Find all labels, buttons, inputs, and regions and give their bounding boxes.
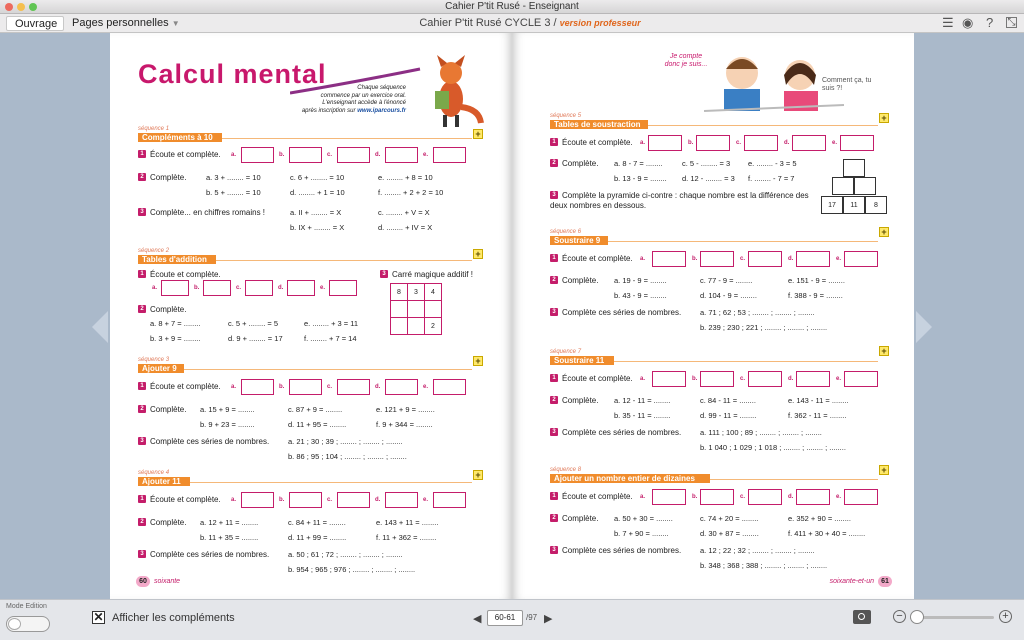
exercise-item: b. 3 + 9 = ........ (150, 334, 201, 343)
exercise-instruction: Complète. (150, 173, 187, 182)
window-titlebar (0, 0, 1024, 14)
exercise-item: a. 50 + 30 = ........ (614, 514, 673, 523)
box-letter: e. (423, 497, 429, 503)
answer-box[interactable] (700, 251, 734, 267)
answer-box[interactable] (337, 492, 370, 508)
exercise-item: f. 11 + 362 = ........ (376, 533, 437, 542)
add-complement-icon[interactable]: + (473, 129, 483, 139)
answer-box[interactable] (385, 492, 418, 508)
box-letter: a. (640, 256, 646, 262)
zoom-out-icon[interactable]: − (893, 610, 906, 623)
exercise-item: b. 43 - 9 = ........ (614, 291, 667, 300)
answer-box[interactable] (433, 147, 466, 163)
box-letter: a. (231, 152, 237, 158)
answer-box[interactable] (796, 489, 830, 505)
exercise-item: b. 239 ; 230 ; 221 ; ........ ; ........ ; ........ (700, 323, 828, 332)
section-title: Soustraire 11 (550, 356, 614, 365)
answer-box[interactable] (696, 135, 730, 151)
exercise-instruction: Complète... en chiffres romains ! (150, 208, 266, 217)
pyramid-base-cell[interactable]: 8 (865, 196, 887, 214)
exercise-item: d. 11 + 99 = ........ (288, 533, 347, 542)
exercise-number-2: 2 (138, 405, 146, 413)
answer-box[interactable] (840, 135, 874, 151)
page-number-word: soixante (154, 578, 181, 585)
sequence-label: séquence 2 (138, 248, 170, 254)
box-letter: d. (375, 152, 381, 158)
answer-box[interactable] (289, 147, 322, 163)
box-letter: b. (279, 384, 285, 390)
exercise-item: c. 5 + ........ = 5 (228, 319, 279, 328)
exercise-item: a. 15 + 9 = ........ (200, 405, 255, 414)
box-letter: e. (836, 256, 842, 262)
answer-box[interactable] (433, 379, 466, 395)
exercise-item: e. 151 - 9 = ........ (788, 276, 845, 285)
speech-bubble-2: Comment ça, tu suis ?! (822, 77, 872, 92)
exercise-item: e. 143 + 11 = ........ (376, 518, 439, 527)
exercise-instruction: Complète la pyramide ci-contre : chaque nombre est la différence des deux nombres en dessous. (550, 191, 809, 210)
sequence-label: séquence 5 (550, 113, 582, 119)
sequence-label: séquence 6 (550, 229, 582, 235)
answer-box[interactable] (433, 492, 466, 508)
page-number: 60 (136, 576, 150, 587)
exercise-number-2: 2 (138, 173, 146, 181)
intro-text (260, 85, 406, 115)
next-page-arrow-icon[interactable] (916, 311, 932, 343)
left-page (110, 33, 512, 599)
exercise-number-3: 3 (550, 308, 558, 316)
grid-cell[interactable]: 4 (425, 284, 442, 301)
section-title: Tables de soustraction (550, 120, 648, 129)
grid-cell[interactable]: 8 (391, 284, 408, 301)
answer-box[interactable] (652, 371, 686, 387)
exercise-item: e. 352 + 90 = ........ (788, 514, 851, 523)
exercise-item: f. 362 - 11 = ........ (788, 411, 847, 420)
right-page (512, 33, 914, 599)
exercise-item: d. 30 + 87 = ........ (700, 529, 759, 538)
exercise-item: c. 6 + ........ = 10 (290, 173, 345, 182)
answer-box[interactable] (329, 280, 357, 296)
exercise-item: b. 1 040 ; 1 029 ; 1 018 ; ........ ; ........ ; ........ (700, 443, 846, 452)
exercise-number-2: 2 (550, 159, 558, 167)
exercise-instruction: Complète ces séries de nombres. (562, 308, 682, 317)
previous-page-icon[interactable]: ◀ (473, 613, 482, 625)
answer-box[interactable] (337, 379, 370, 395)
box-letter: a. (640, 376, 646, 382)
grid-cell[interactable]: 2 (425, 318, 442, 335)
exercise-item: f. ........ + 7 = 14 (304, 334, 357, 343)
answer-box[interactable] (792, 135, 826, 151)
section-title: Ajouter un nombre entier de dizaines (550, 474, 710, 483)
intro-line: Chaque séquence (357, 85, 406, 91)
zoom-in-icon[interactable]: + (999, 610, 1012, 623)
exercise-number-1: 1 (138, 270, 146, 278)
box-letter: e. (423, 152, 429, 158)
exercise-instruction: Complète. (562, 276, 599, 285)
exercise-item: a. II + ........ = X (290, 208, 342, 217)
answer-box[interactable] (203, 280, 231, 296)
exercise-instruction: Écoute et complète. (562, 492, 633, 501)
add-complement-icon[interactable]: + (473, 470, 483, 480)
exercise-number-1: 1 (550, 138, 558, 146)
magic-square-grid (390, 283, 442, 335)
minimize-window-button[interactable] (17, 3, 25, 11)
exercise-instruction: Écoute et complète. (150, 382, 221, 391)
exercise-number-3: 3 (550, 428, 558, 436)
box-letter: a. (640, 140, 646, 146)
box-letter: d. (278, 285, 284, 291)
exercise-item: d. 9 + ........ = 17 (228, 334, 283, 343)
exercise-number-2: 2 (138, 518, 146, 526)
answer-box[interactable] (241, 492, 274, 508)
answer-box[interactable] (287, 280, 315, 296)
section-rule (614, 361, 878, 362)
exercise-item: d. 12 - ........ = 3 (682, 174, 735, 183)
exercise-item: f. ........ + 2 + 2 = 10 (378, 188, 444, 197)
exercise-item: f. 9 + 344 = ........ (376, 420, 433, 429)
section-title: Compléments à 10 (138, 133, 222, 142)
section-title: Ajouter 11 (138, 477, 190, 486)
close-window-button[interactable] (5, 3, 13, 11)
pyramid-mid-cell[interactable] (854, 177, 876, 195)
box-letter: e. (832, 140, 838, 146)
answer-box[interactable] (652, 251, 686, 267)
exercise-item: a. 3 + ........ = 10 (206, 173, 261, 182)
answer-box[interactable] (700, 371, 734, 387)
exercise-item: d. 99 - 11 = ........ (700, 411, 757, 420)
pyramid-base-cell[interactable]: 17 (821, 196, 843, 214)
book-title-text: Cahier P'tit Rusé CYCLE 3 (419, 17, 551, 29)
box-letter: a. (152, 285, 158, 291)
exercise-item: f. 388 - 9 = ........ (788, 291, 843, 300)
intro-line: commence par un exercice oral. (320, 92, 406, 99)
exercise-instruction: Complète. (150, 305, 187, 314)
chevron-down-icon: ▼ (171, 19, 180, 28)
section-rule (608, 241, 878, 242)
book-edition: version professeur (559, 18, 641, 28)
box-letter: e. (836, 376, 842, 382)
box-letter: c. (236, 285, 242, 291)
bottom-bar (0, 599, 1024, 640)
box-letter: c. (327, 497, 333, 503)
book-viewer (0, 33, 1024, 599)
pyramid-base-cell[interactable]: 11 (843, 196, 865, 214)
box-letter: b. (279, 497, 285, 503)
box-letter: b. (194, 285, 200, 291)
answer-box[interactable] (385, 147, 418, 163)
exercise-item: d. ........ + IV = X (378, 223, 433, 232)
exercise-item: b. 11 + 35 = ........ (200, 533, 259, 542)
window-title: Cahier P'tit Rusé - Enseignant (445, 1, 579, 12)
exercise-item: b. IX + ........ = X (290, 223, 345, 232)
add-complement-icon[interactable]: + (879, 465, 889, 475)
exercise-number-3: 3 (550, 546, 558, 554)
exercise-instruction: Complète. (562, 159, 599, 168)
add-complement-icon[interactable]: + (879, 346, 889, 356)
exercise-instruction: Écoute et complète. (562, 374, 633, 383)
add-complement-icon[interactable]: + (473, 249, 483, 259)
grid-cell[interactable]: 3 (408, 284, 425, 301)
exercise-instruction: Complète. (150, 405, 187, 414)
exercise-item: c. 74 + 20 = ........ (700, 514, 759, 523)
page-number-word: soixante-et-un (829, 578, 874, 585)
exercise-item: e. 143 - 11 = ........ (788, 396, 849, 405)
complements-label: Afficher les compléments (112, 612, 235, 624)
app-toolbar (0, 14, 1024, 33)
grid-cell[interactable] (391, 318, 408, 335)
zoom-window-button[interactable] (29, 3, 37, 11)
intro-line-4: après inscription sur (301, 107, 356, 114)
exercise-item: b. 9 + 23 = ........ (200, 420, 255, 429)
camera-icon[interactable] (853, 610, 871, 624)
exercise-instruction: Complète. (562, 514, 599, 523)
answer-box[interactable] (796, 371, 830, 387)
exercise-item: d. ........ + 1 = 10 (290, 188, 345, 197)
page-title: Calcul mental (138, 59, 327, 89)
box-letter: c. (740, 256, 746, 262)
exercise-item: a. 12 ; 22 ; 32 ; ........ ; ........ ; ........ (700, 546, 815, 555)
pyramid-mid-cell[interactable] (832, 177, 854, 195)
tab-pages-personnelles[interactable] (64, 16, 188, 31)
exercise-number-2: 2 (138, 305, 146, 313)
answer-box[interactable] (844, 251, 878, 267)
box-letter: d. (788, 256, 794, 262)
exercise-item: a. 50 ; 61 ; 72 ; ........ ; ........ ; ........ (288, 550, 403, 559)
sequence-label: séquence 7 (550, 349, 582, 355)
box-letter: d. (375, 497, 381, 503)
exercise-instruction: Écoute et complète. (562, 138, 633, 147)
exercise-number-1: 1 (138, 495, 146, 503)
answer-box[interactable] (241, 379, 274, 395)
exercise-instruction: Complète ces séries de nombres. (562, 428, 682, 437)
exercise-number-1: 1 (550, 374, 558, 382)
box-letter: a. (640, 494, 646, 500)
exercise-item: c. 87 + 9 = ........ (288, 405, 343, 414)
iparcours-link[interactable]: www.iparcours.fr (357, 107, 406, 114)
book-title: Cahier P'tit Rusé CYCLE 3 / version professeur (419, 17, 641, 29)
exercise-item: a. 19 - 9 = ........ (614, 276, 667, 285)
exercise-item: e. ........ - 3 = 5 (748, 159, 797, 168)
box-letter: e. (423, 384, 429, 390)
box-letter: c. (736, 140, 742, 146)
exercise-item: e. ........ + 3 = 11 (304, 319, 359, 328)
exercise-instruction: Complète. (562, 396, 599, 405)
section-rule (648, 125, 878, 126)
fox-mascot-illustration (415, 49, 487, 129)
page-input[interactable]: 60-61 (487, 610, 523, 626)
eye-icon[interactable]: ◉ (962, 15, 974, 30)
exercise-number-3: 3 (138, 550, 146, 558)
box-letter: b. (692, 376, 698, 382)
tab-pages-label: Pages personnelles (72, 17, 169, 29)
exercise-instruction: Complète ces séries de nombres. (150, 550, 270, 559)
grid-cell[interactable] (408, 301, 425, 318)
exercise-item: e. ........ + 8 = 10 (378, 173, 433, 182)
pyramid-top-cell[interactable] (843, 159, 865, 177)
section-rule (190, 482, 472, 483)
exercise-item: b. 86 ; 95 ; 104 ; ........ ; ........ ; ........ (288, 452, 407, 461)
section-title: Soustraire 9 (550, 236, 608, 245)
exercise-item: b. 7 + 90 = ........ (614, 529, 669, 538)
answer-box[interactable] (652, 489, 686, 505)
answer-box[interactable] (844, 371, 878, 387)
answer-box[interactable] (744, 135, 778, 151)
grid-cell[interactable] (425, 301, 442, 318)
add-complement-icon[interactable]: + (879, 113, 889, 123)
exercise-item: a. 12 - 11 = ........ (614, 396, 671, 405)
exercise-instruction: Écoute et complète. (150, 270, 221, 279)
mode-edition-toggle[interactable] (6, 616, 50, 632)
exercise-item: e. 121 + 9 = ........ (376, 405, 435, 414)
answer-box[interactable] (337, 147, 370, 163)
answer-box[interactable] (748, 489, 782, 505)
box-letter: d. (788, 376, 794, 382)
section-title: Tables d'addition (138, 255, 216, 264)
exercise-instruction: Écoute et complète. (150, 495, 221, 504)
box-letter: d. (375, 384, 381, 390)
answer-box[interactable] (161, 280, 189, 296)
exercise-number-1: 1 (138, 150, 146, 158)
page-number: 61 (878, 576, 892, 587)
sequence-label: séquence 4 (138, 470, 170, 476)
exercise-item: a. 111 ; 100 ; 89 ; ........ ; ........ ; ........ (700, 428, 822, 437)
exercise-item: f. 411 + 30 + 40 = ........ (788, 529, 866, 538)
answer-box[interactable] (844, 489, 878, 505)
mode-edition-label: Mode Edition (6, 603, 47, 610)
exercise-item: b. 35 - 11 = ........ (614, 411, 671, 420)
add-complement-icon[interactable]: + (473, 356, 483, 366)
answer-box[interactable] (241, 147, 274, 163)
previous-page-arrow-icon[interactable] (92, 311, 108, 343)
zoom-slider-knob[interactable] (910, 610, 924, 624)
answer-box[interactable] (289, 492, 322, 508)
box-letter: b. (692, 256, 698, 262)
fullscreen-icon[interactable]: ⤡ (1007, 17, 1016, 28)
intro-line: L'enseignant accède à l'énoncé (322, 100, 406, 106)
box-letter: b. (279, 152, 285, 158)
exercise-number-1: 1 (550, 254, 558, 262)
exercise-item: d. 104 - 9 = ........ (700, 291, 757, 300)
exercise-number-2: 2 (550, 276, 558, 284)
section-rule (184, 369, 472, 370)
box-letter: d. (788, 494, 794, 500)
exercise-item: a. 21 ; 30 ; 39 ; ........ ; ........ ; ........ (288, 437, 403, 446)
sequence-label: séquence 1 (138, 126, 170, 132)
exercise-item: c. 84 - 11 = ........ (700, 396, 756, 405)
exercise-instruction: Complète ces séries de nombres. (562, 546, 682, 555)
exercise-item: b. 348 ; 368 ; 388 ; ........ ; ........ ; ........ (700, 561, 828, 570)
exercise-item: c. 84 + 11 = ........ (288, 518, 346, 527)
exercise-instruction: Écoute et complète. (562, 254, 633, 263)
answer-box[interactable] (648, 135, 682, 151)
exercise-number-3: 3 (138, 208, 146, 216)
exercise-number-3: 3 (138, 437, 146, 445)
answer-box[interactable] (748, 251, 782, 267)
section-rule (222, 138, 472, 139)
box-letter: e. (836, 494, 842, 500)
answer-box[interactable] (700, 489, 734, 505)
exercise-number-3: 3 (550, 191, 558, 199)
box-letter: b. (692, 494, 698, 500)
sequence-label: séquence 8 (550, 467, 582, 473)
add-complement-icon[interactable]: + (879, 227, 889, 237)
toggle-knob (8, 618, 21, 630)
exercise-item: c. 5 - ........ = 3 (682, 159, 731, 168)
box-letter: a. (231, 497, 237, 503)
box-letter: b. (688, 140, 694, 146)
exercise-item: a. 71 ; 62 ; 53 ; ........ ; ........ ; ........ (700, 308, 815, 317)
exercise-number-3: 3 (380, 270, 388, 278)
box-letter: c. (327, 152, 333, 158)
answer-box[interactable] (245, 280, 273, 296)
exercise-instruction: Complète. (150, 518, 187, 527)
complements-checkbox[interactable]: ✕ (93, 610, 104, 624)
exercise-item: f. ........ - 7 = 7 (748, 174, 795, 183)
exercise-instruction: Carré magique additif ! (392, 270, 473, 279)
page-total: /97 (526, 613, 538, 622)
tab-ouvrage[interactable]: Ouvrage (6, 16, 64, 31)
help-icon[interactable]: ? (986, 15, 994, 30)
next-page-icon[interactable]: ▶ (544, 613, 553, 625)
exercise-item: c. 77 - 9 = ........ (700, 276, 753, 285)
box-letter: c. (327, 384, 333, 390)
section-rule (710, 479, 878, 480)
intro-line (260, 108, 406, 116)
answer-box[interactable] (796, 251, 830, 267)
exercise-number-1: 1 (550, 492, 558, 500)
exercise-item: a. 8 + 7 = ........ (150, 319, 201, 328)
exercise-item: b. 954 ; 965 ; 976 ; ........ ; ........ ; ........ (288, 565, 416, 574)
exercise-number-1: 1 (138, 382, 146, 390)
exercise-number-2: 2 (550, 514, 558, 522)
exercise-item: b. 5 + ........ = 10 (206, 188, 261, 197)
grid-cell[interactable] (391, 301, 408, 318)
exercise-instruction: Écoute et complète. (150, 150, 221, 159)
speech-bubble-1: Je compte donc je suis... (664, 53, 708, 68)
section-rule (216, 260, 472, 261)
exercise-number-2: 2 (550, 396, 558, 404)
box-letter: e. (320, 285, 326, 291)
sequence-label: séquence 3 (138, 357, 170, 363)
answer-box[interactable] (748, 371, 782, 387)
box-letter: d. (784, 140, 790, 146)
exercise-item: a. 8 - 7 = ........ (614, 159, 663, 168)
box-letter: c. (740, 494, 746, 500)
exercise-item: d. 11 + 95 = ........ (288, 420, 347, 429)
exercise-item: a. 12 + 11 = ........ (200, 518, 259, 527)
answer-box[interactable] (385, 379, 418, 395)
exercise-instruction: Complète ces séries de nombres. (150, 437, 270, 446)
list-icon[interactable]: ☰ (942, 15, 954, 30)
exercise-item: b. 13 - 9 = ........ (614, 174, 667, 183)
answer-box[interactable] (289, 379, 322, 395)
box-letter: c. (740, 376, 746, 382)
grid-cell[interactable] (408, 318, 425, 335)
section-title: Ajouter 9 (138, 364, 184, 373)
exercise-item: c. ........ + V = X (378, 208, 430, 217)
box-letter: a. (231, 384, 237, 390)
